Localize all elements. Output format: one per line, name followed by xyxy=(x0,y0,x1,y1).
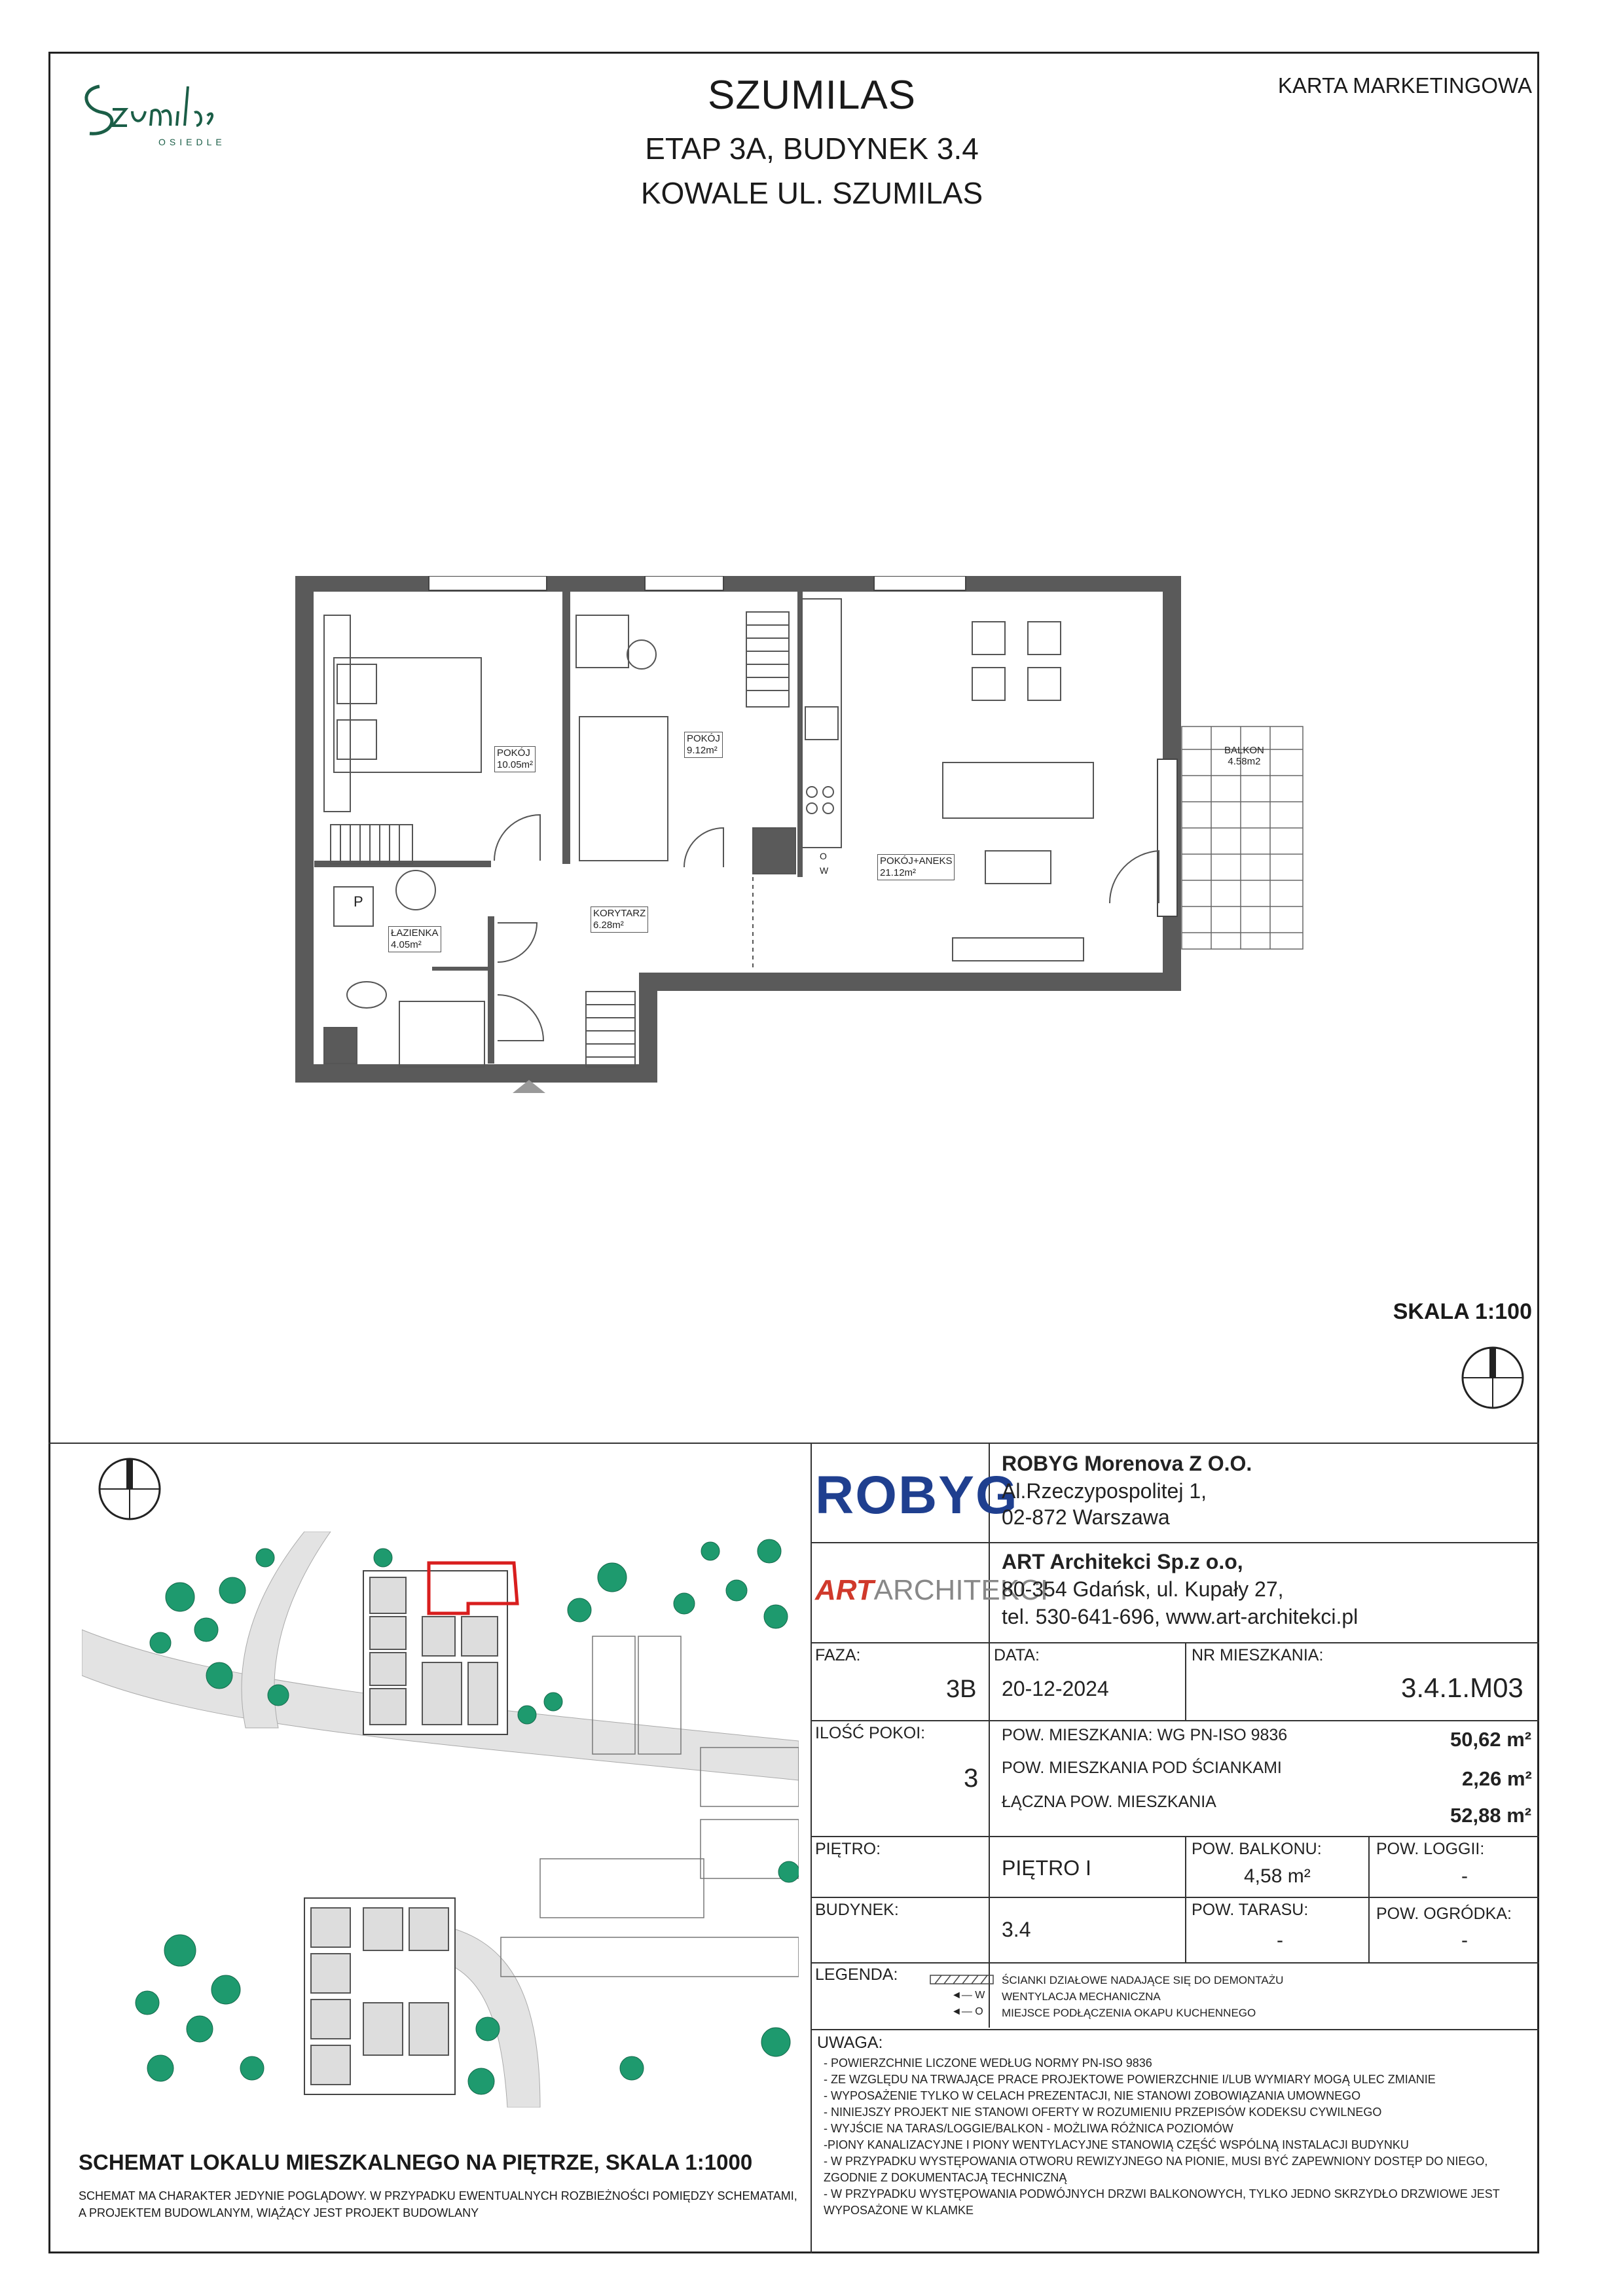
loggia-label: POW. LOGGII: xyxy=(1376,1840,1485,1858)
budynek-value: 3.4 xyxy=(1002,1918,1031,1941)
uwaga-item: - WYPOSAŻENIE TYLKO W CELACH PREZENTACJI, NIE STANOWI ZOBOWIĄZANIA UMOWNEGO xyxy=(824,2089,1361,2102)
vent-shaft xyxy=(753,828,795,874)
corridor-label: KORYTARZ 6.28m² xyxy=(591,906,648,933)
project-location: KOWALE UL. SZUMILAS xyxy=(640,176,983,210)
investor-address2: 02-872 Warszawa xyxy=(1002,1505,1170,1529)
uwaga-item: - NINIEJSZY PROJEKT NIE STANOWI OFERTY W ROZUMIENIU PRZEPISÓW KODEKSU CYWILNEGO xyxy=(824,2106,1382,2119)
art-architekci-logo: ARTARCHITEKCI xyxy=(815,1574,1049,1606)
uwaga-item: - W PRZYPADKU WYSTĘPOWANIA OTWORU REWIZYJNEGO NA PIONIE, MUSI BYĆ ZAPEWNIONY DOSTĘP DO NIEGO, ZGODNIE Z DOKUMENTACJĄ TECHNICZNĄ xyxy=(824,2155,1488,2184)
uwaga-item: - ZE WZGLĘDU NA TRWAJĄCE PRACE PROJEKTOWE POWIERZCHNIE I/LUB WYMIARY MOGĄ ULEC ZMIANIE xyxy=(824,2073,1436,2086)
pow3-value: 52,88 m² xyxy=(1450,1804,1532,1827)
architect-name: ART Architekci Sp.z o.o, xyxy=(1002,1550,1243,1573)
floor-plan xyxy=(295,576,1342,1119)
bathroom-label: ŁAZIENKA 4.05m² xyxy=(388,926,441,952)
pow3-label: ŁĄCZNA POW. MIESZKANIA xyxy=(1002,1793,1216,1811)
nr-label: NR MIESZKANIA: xyxy=(1192,1646,1324,1664)
pow2-label: POW. MIESZKANIA POD ŚCIANKAMI xyxy=(1002,1759,1282,1777)
data-label: DATA: xyxy=(994,1646,1040,1664)
architect-contact: tel. 530-641-696, www.art-architekci.pl xyxy=(1002,1605,1359,1628)
legend-item-2: WENTYLACJA MECHANICZNA xyxy=(1002,1990,1161,2003)
balkon-value: 4,58 m² xyxy=(1244,1865,1311,1887)
schema-note: SCHEMAT MA CHARAKTER JEDYNIE POGLĄDOWY. W PRZYPADKU EWENTUALNYCH ROZBIEŻNOŚCI POMIĘDZY SCHEMATAMI, A PROJEKTEM BUDOWLANYM, WIĄŻĄCY JEST PROJEKT BUDOWLANY xyxy=(79,2189,797,2219)
legend-item-1: ŚCIANKI DZIAŁOWE NADAJĄCE SIĘ DO DEMONTAŻU xyxy=(1002,1974,1284,1986)
schema-title: SCHEMAT LOKALU MIESZKALNEGO NA PIĘTRZE, SKALA 1:1000 xyxy=(79,2150,753,2174)
taras-label: POW. TARASU: xyxy=(1192,1901,1309,1919)
balkon-label: POW. BALKONU: xyxy=(1192,1840,1322,1858)
legend-o-icon: ◄— O xyxy=(951,2006,983,2017)
nr-value: 3.4.1.M03 xyxy=(1401,1672,1523,1703)
uwaga-item: - WYJŚCIE NA TARAS/LOGGIE/BALKON - MOŻLIWA RÓŻNICA POZIOMÓW xyxy=(824,2122,1233,2135)
window-2 xyxy=(645,576,723,590)
project-stage: ETAP 3A, BUDYNEK 3.4 xyxy=(645,132,979,166)
logo-subtitle: OSIEDLE xyxy=(158,137,226,147)
ogrodek-label: POW. OGRÓDKA: xyxy=(1376,1905,1512,1923)
robyg-logo: ROBYG xyxy=(815,1465,1019,1525)
room-2-label: POKÓJ 9.12m² xyxy=(684,732,723,758)
uwaga-list xyxy=(824,2055,1531,2219)
north-arrow-icon xyxy=(1460,1345,1525,1410)
shower xyxy=(399,1001,484,1067)
uwaga-item: - POWIERZCHNIE LICZONE WEDŁUG NORMY PN-ISO 9836 xyxy=(824,2056,1152,2070)
architect-address: 80-354 Gdańsk, ul. Kupały 27, xyxy=(1002,1577,1284,1601)
card-type: KARTA MARKETINGOWA xyxy=(1277,73,1532,98)
stairs-2 xyxy=(746,612,789,707)
pow1-label: POW. MIESZKANIA: WG PN-ISO 9836 xyxy=(1002,1726,1288,1744)
uwaga-label: UWAGA: xyxy=(817,2034,883,2052)
legend-w-icon: ◄— W xyxy=(951,1990,985,2001)
pokoi-value: 3 xyxy=(964,1764,979,1793)
uwaga-item: -PIONY KANALIZACYJNE I PIONY WENTYLACYJNE STANOWIĄ CZĘŚĆ WSPÓLNĄ INSTALACJI BUDYNKU xyxy=(824,2138,1409,2151)
investor-address1: Al.Rzeczypospolitej 1, xyxy=(1002,1479,1207,1503)
pietro-label: PIĘTRO: xyxy=(815,1840,881,1858)
faza-label: FAZA: xyxy=(815,1646,861,1664)
pietro-value: PIĘTRO I xyxy=(1002,1856,1091,1880)
outer-wall xyxy=(304,583,1172,1073)
window-3 xyxy=(874,576,966,590)
hatch-legend-icon xyxy=(930,1975,995,1985)
loggia-value: - xyxy=(1461,1865,1468,1887)
plan-scale: SKALA 1:100 xyxy=(1393,1299,1532,1324)
pow2-value: 2,26 m² xyxy=(1462,1767,1532,1790)
data-value: 20-12-2024 xyxy=(1002,1677,1109,1700)
p-symbol: P xyxy=(354,893,363,910)
ogrodek-value: - xyxy=(1461,1929,1468,1951)
faza-value: 3B xyxy=(946,1676,977,1703)
room-3-label: POKÓJ+ANEKS 21.12m² xyxy=(877,854,955,880)
legend-item-3: MIEJSCE PODŁĄCZENIA OKAPU KUCHENNEGO xyxy=(1002,2007,1256,2019)
szumilas-logo xyxy=(73,73,250,152)
stairs-1 xyxy=(331,825,412,864)
taras-value: - xyxy=(1277,1929,1283,1951)
pow1-value: 50,62 m² xyxy=(1450,1728,1532,1751)
budynek-label: BUDYNEK: xyxy=(815,1901,899,1919)
pokoi-label: ILOŚĆ POKOI: xyxy=(815,1724,926,1742)
room-1-label: POKÓJ 10.05m² xyxy=(494,746,536,772)
stairs-3 xyxy=(586,992,635,1067)
site-schema xyxy=(82,1532,799,2108)
vent-w-symbol: W xyxy=(820,865,829,876)
vent-o-symbol: O xyxy=(820,851,827,861)
project-title: SZUMILAS xyxy=(707,73,917,118)
uwaga-item: - W PRZYPADKU WYSTĘPOWANIA PODWÓJNYCH DRZWI BALKONOWYCH, TYLKO JEDNO SKRZYDŁO DRZWIOWE JEST WYPOSAŻONE W KLAMKE xyxy=(824,2187,1500,2217)
window-1 xyxy=(429,576,547,590)
investor-name: ROBYG Morenova Z O.O. xyxy=(1002,1452,1252,1475)
legenda-label: LEGENDA: xyxy=(815,1965,898,1984)
site-north-arrow-icon xyxy=(97,1456,162,1522)
balcony-label: BALKON 4.58m2 xyxy=(1224,745,1264,767)
